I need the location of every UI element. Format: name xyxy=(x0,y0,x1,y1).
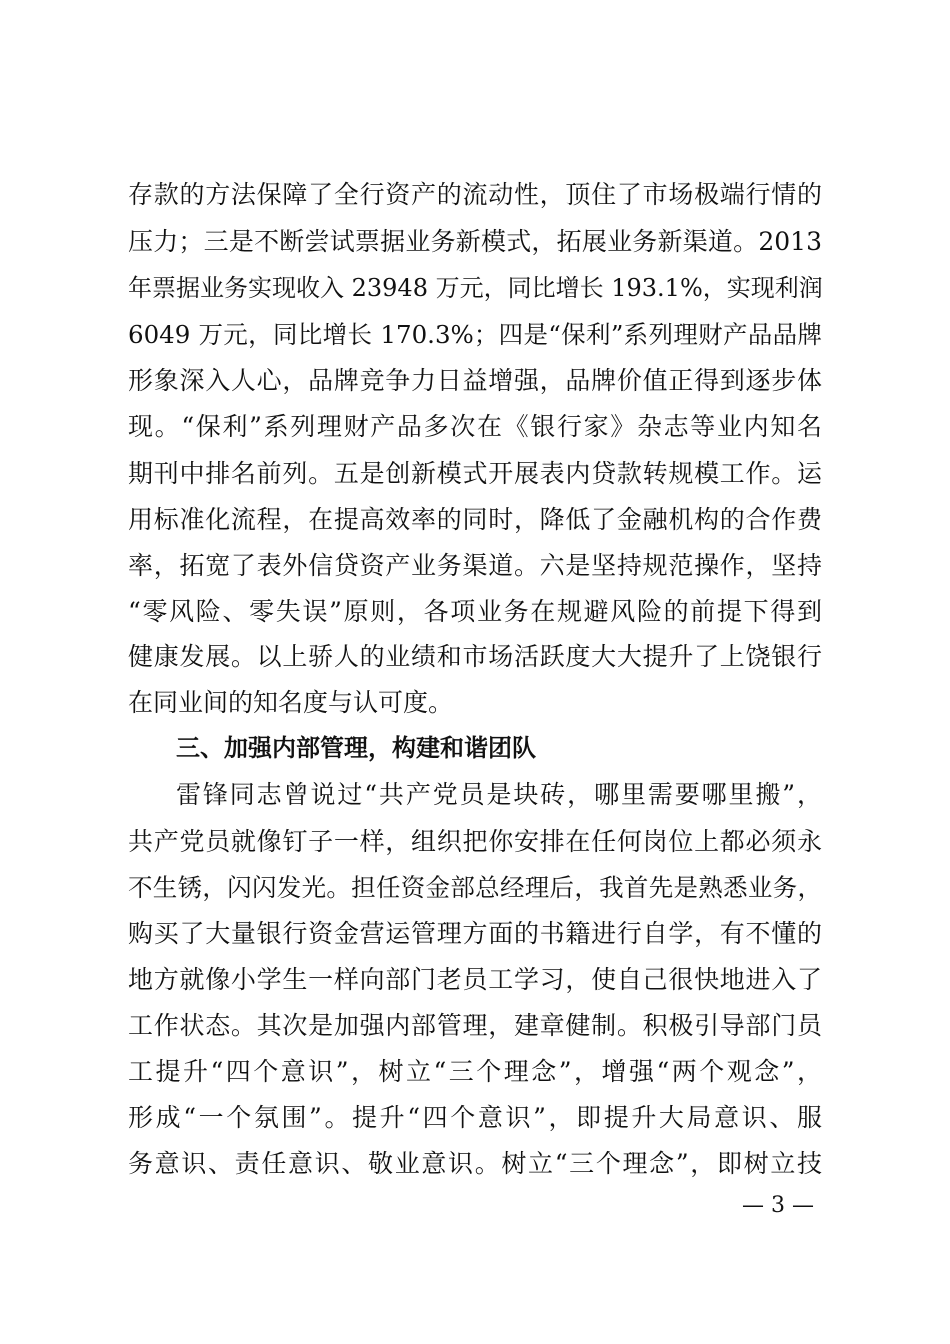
paragraph-2-line-2: 共产党员就像钉子一样，组织把你安排在任何岗位上都必须永 xyxy=(128,827,822,856)
section-heading: 三、加强内部管理，构建和谐团队 xyxy=(176,734,536,762)
paragraph-2-line-8: 形成“一个氛围”。提升“四个意识”，即提升大局意识、服 xyxy=(128,1103,822,1132)
paragraph-2-line-4: 购买了大量银行资金营运管理方面的书籍进行自学，有不懂的 xyxy=(128,919,822,948)
paragraph-1-line-6: 现。“保利”系列理财产品多次在《银行家》杂志等业内知名 xyxy=(128,412,822,441)
paragraph-2-line-5: 地方就像小学生一样向部门老员工学习，使自己很快地进入了 xyxy=(128,965,822,994)
paragraph-2-line-1: 雷锋同志曾说过“共产党员是块砖，哪里需要哪里搬”， xyxy=(176,780,822,809)
paragraph-1-line-4: 6049 万元，同比增长 170.3%；四是“保利”系列理财产品品牌 xyxy=(128,320,822,349)
paragraph-2-line-9: 务意识、责任意识、敬业意识。树立“三个理念”，即树立技 xyxy=(128,1149,822,1178)
paragraph-1-line-3: 年票据业务实现收入 23948 万元，同比增长 193.1%，实现利润 xyxy=(128,274,823,302)
paragraph-1-line-10: “零风险、零失误”原则，各项业务在规避风险的前提下得到 xyxy=(128,597,822,626)
paragraph-2-line-3: 不生锈，闪闪发光。担任资金部总经理后，我首先是熟悉业务， xyxy=(128,873,822,902)
paragraph-2-line-7: 工提升“四个意识”，树立“三个理念”，增强“两个观念”， xyxy=(128,1057,822,1086)
paragraph-1-line-1: 存款的方法保障了全行资产的流动性，顶住了市场极端行情的 xyxy=(128,180,822,209)
page-number: — 3 — xyxy=(742,1193,814,1218)
paragraph-1-line-7: 期刊中排名前列。五是创新模式开展表内贷款转规模工作。运 xyxy=(128,459,822,488)
paragraph-1-line-12: 在同业间的知名度与认可度。 xyxy=(128,688,454,717)
paragraph-1-line-2: 压力；三是不断尝试票据业务新模式，拓展业务新渠道。2013 xyxy=(128,227,822,256)
paragraph-2-line-6: 工作状态。其次是加强内部管理，建章健制。积极引导部门员 xyxy=(128,1011,822,1040)
paragraph-1-line-5: 形象深入人心，品牌竞争力日益增强，品牌价值正得到逐步体 xyxy=(128,366,822,395)
paragraph-1-line-8: 用标准化流程，在提高效率的同时，降低了金融机构的合作费 xyxy=(128,505,822,534)
paragraph-1-line-11: 健康发展。以上骄人的业绩和市场活跃度大大提升了上饶银行 xyxy=(128,642,822,671)
paragraph-1-line-9: 率，拓宽了表外信贷资产业务渠道。六是坚持规范操作，坚持 xyxy=(128,551,822,580)
